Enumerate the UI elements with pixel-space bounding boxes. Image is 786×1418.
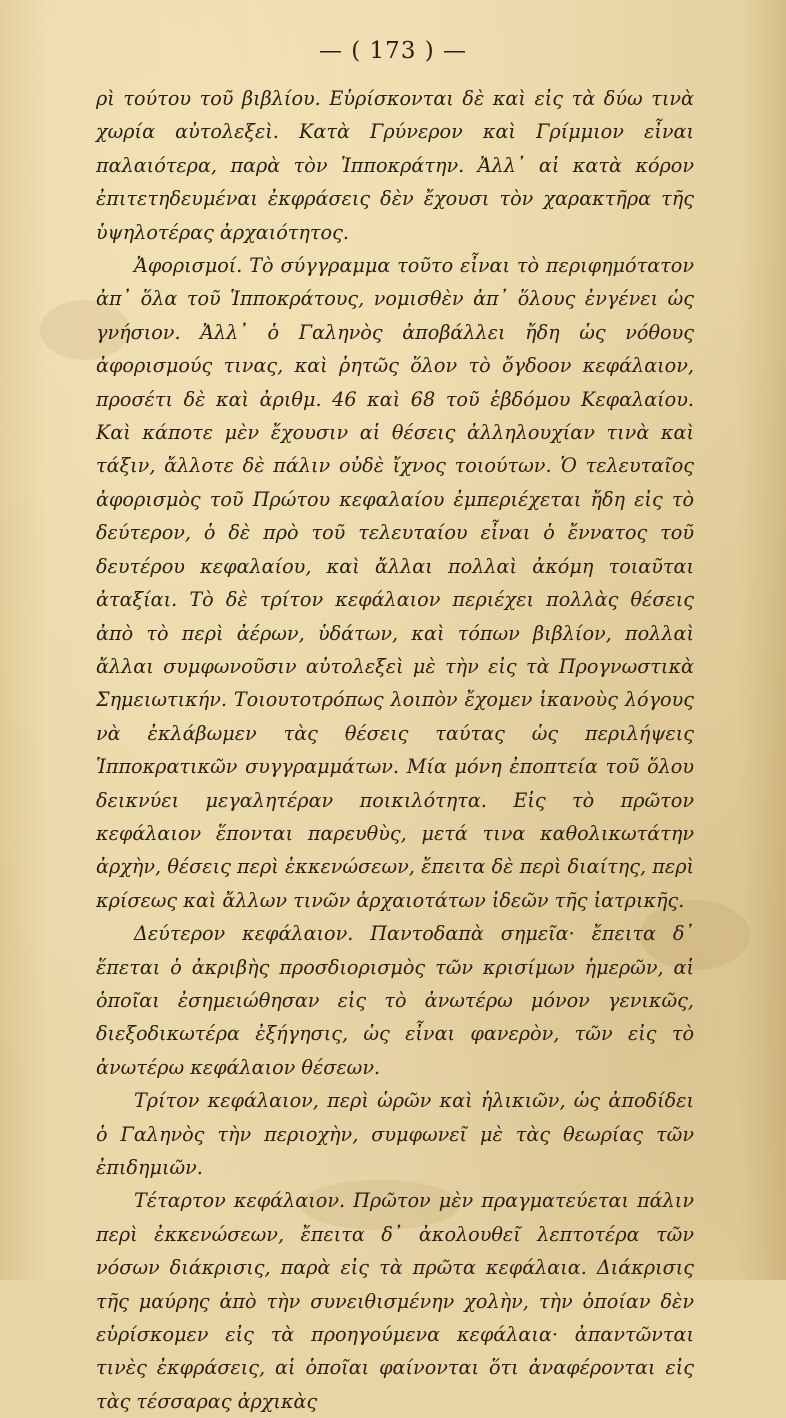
paragraph-fourth-chapter: Τέταρτον κεφάλαιον. Πρῶτον μὲν πραγματεύεται πάλιν περὶ ἐκκενώσεων, ἔπειτα δ᾽ ἀκολουθεῖ λεπτοτέρα τῶν νόσων διάκρισις, παρὰ εἰς τὰ πρῶτα κεφάλαια. Διάκρισις τῆς μαύρης ἀπὸ τὴν συνειθισμένην χολὴν, τὴν ὁποίαν δὲν εὑρίσκομεν εἰς τὰ προηγούμενα κεφάλαια· ἀπαντῶνται τινὲς ἐκφράσεις, αἱ ὁποῖαι φαίνονται ὅτι ἀναφέρονται εἰς τὰς τέσσαρας ἀρχικὰς xyxy=(96,1189,694,1413)
paragraph-third-chapter: Τρίτον κεφάλαιον, περὶ ὡρῶν καὶ ἡλικιῶν, ὡς ἀποδίδει ὁ Γαληνὸς τὴν περιοχὴν, συμφωνεῖ μὲ τὰς θεωρίας τῶν ἐπιδημιῶν. xyxy=(96,1089,694,1179)
paragraph-continuation: ρὶ τούτου τοῦ βιβλίου. Εὑρίσκονται δὲ καὶ εἰς τὰ δύω τινὰ χωρία αὐτολεξεὶ. Κατὰ Γρύνερον καὶ Γρίμμιον εἶναι παλαιότερα, παρὰ τὸν Ἱπποκράτην. Ἀλλ᾽ αἱ κατὰ κόρον ἐπιτετηδευμέναι ἐκφράσεις δὲν ἔχουσι τὸν χαρακτῆρα τῆς ὑψηλοτέρας ἀρχαιότητος. xyxy=(96,87,694,244)
paragraph-second-chapter: Δεύτερον κεφάλαιον. Παντοδαπὰ σημεῖα· ἔπειτα δ᾽ ἕπεται ὁ ἀκριβὴς προσδιορισμὸς τῶν κρισίμων ἡμερῶν, αἱ ὁποῖαι ἐσημειώθησαν εἰς τὸ ἀνωτέρω μόνον γενικῶς, διεξοδικωτέρα ἐξήγησις, ὡς εἶναι φανερὸν, τῶν εἰς τὸ ἀνωτέρω κεφάλαιον θέσεων. xyxy=(96,922,694,1079)
paragraph-aphorisms: Ἀφορισμοί. Τὸ σύγγραμμα τοῦτο εἶναι τὸ περιφημότατον ἀπ᾽ ὅλα τοῦ Ἱπποκράτους, νομισθὲν ἀπ᾽ ὅλους ἐνγένει ὡς γνήσιον. Ἀλλ᾽ ὁ Γαληνὸς ἀποβάλλει ἤδη ὡς νόθους ἀφορισμούς τινας, καὶ ῥητῶς ὅλον τὸ ὄγδοον κεφάλαιον, προσέτι δὲ καὶ ἀριθμ. 46 καὶ 68 τοῦ ἑβδόμου Κεφαλαίου. Καὶ κάποτε μὲν ἔχουσιν αἱ θέσεις ἀλληλουχίαν τινὰ καὶ τάξιν, ἄλλοτε δὲ πάλιν οὐδὲ ἴχνος τοιούτων. Ὁ τελευταῖος ἀφορισμὸς τοῦ Πρώτου κεφαλαίου ἐμπεριέχεται ἤδη εἰς τὸ δεύτερον, ὁ δὲ πρὸ τοῦ τελευταίου εἶναι ὁ ἔννατος τοῦ δευτέρου κεφαλαίου, καὶ ἄλλαι πολλαὶ ἀκόμη τοιαῦται ἀταξίαι. Τὸ δὲ τρίτον κεφάλαιον περιέχει πολλὰς θέσεις ἀπὸ τὸ περὶ ἀέρων, ὑδάτων, καὶ τόπων βιβλίον, πολλαὶ ἄλλαι συμφωνοῦσιν αὐτολεξεὶ μὲ τὴν εἰς τὰ Προγνωστικὰ Σημειωτικήν. Τοιουτοτρόπως λοιπὸν ἔχομεν ἱκανοὺς λόγους νὰ ἐκλάβωμεν τὰς θέσεις ταύτας ὡς περιλήψεις Ἱπποκρατικῶν συγγραμμάτων. Μία μόνη ἐποπτεία τοῦ ὅλου δεικνύει μεγαλητέραν ποικιλότητα. Εἰς τὸ πρῶτον κεφάλαιον ἕπονται παρευθὺς, μετά τινα καθολικωτάτην ἀρχὴν, θέσεις περὶ ἐκκενώσεων, ἔπειτα δὲ περὶ διαίτης, περὶ κρίσεως καὶ ἄλλων τινῶν ἀρχαιοτάτων ἰδεῶν τῆς ἰατρικῆς. xyxy=(96,254,694,912)
text-body xyxy=(96,82,694,1418)
page-number-header: — ( 173 ) — xyxy=(318,38,468,64)
